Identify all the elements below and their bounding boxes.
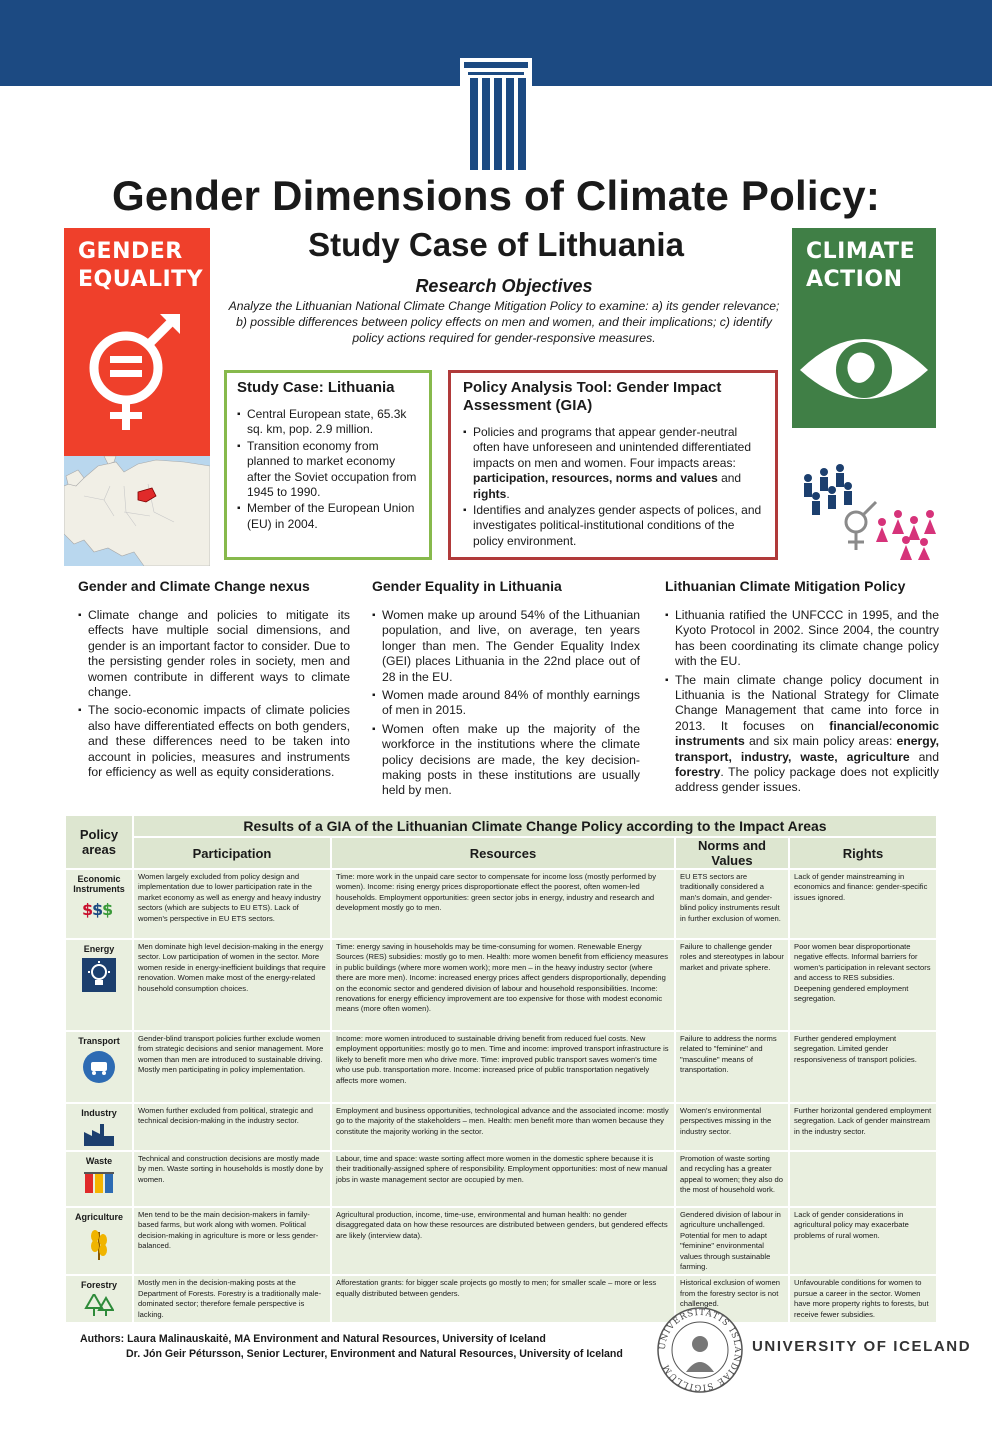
sdg-left-line2: EQUALITY bbox=[78, 267, 204, 292]
authors-block bbox=[80, 1332, 623, 1361]
policy-area-cell bbox=[65, 1151, 133, 1207]
factory-icon bbox=[82, 1122, 116, 1146]
gender-people-illustration-icon bbox=[796, 456, 942, 560]
rights-cell: Further horizontal gendered employment segregation. Lack of gender mainstream in the industry sector. bbox=[789, 1103, 937, 1151]
page-title: Gender Dimensions of Climate Policy: bbox=[111, 172, 881, 219]
norms-cell: EU ETS sectors are traditionally considered a man's domain, and gender-blind policy instruments result in further exclusion of women. bbox=[675, 869, 789, 939]
participation-cell: Technical and construction decisions are mostly made by men. Waste sorting in households is mostly done by women. bbox=[133, 1151, 331, 1207]
climate-eye-globe-icon bbox=[792, 228, 936, 428]
study-case-item: ▪ Transition economy from planned to market economy after the Soviet occupation from 1945 to 1990. bbox=[237, 439, 419, 501]
table-row bbox=[65, 1151, 937, 1207]
agriculture-wheat-icon bbox=[86, 1226, 112, 1260]
resources-cell: Afforestation grants: for bigger scale projects go mostly to men; for smaller scale – more or less equally distributed between genders. bbox=[331, 1275, 675, 1323]
equality-item: ▪ Women make up around 54% of the Lithuanian population, and live, on average, ten years longer than men. The Gender Equality Index (GEI) places Lithuania in the 22nd place out of 28 in the EU. bbox=[372, 608, 640, 685]
norms-cell: Failure to address the norms related to "feminine" and "masculine" means of transportation. bbox=[675, 1031, 789, 1103]
mitigation-item2-c: and six main policy areas: bbox=[744, 734, 897, 749]
gia-tool-title: Policy Analysis Tool: Gender Impact Assessment (GIA) bbox=[463, 379, 722, 414]
energy-lightbulb-icon bbox=[82, 958, 116, 992]
study-case-title: Study Case: Lithuania bbox=[237, 379, 395, 396]
gia-tool-item1-bold1: participation, resources, norms and values bbox=[473, 471, 718, 486]
policy-area-label: Industry bbox=[81, 1108, 117, 1118]
rights-cell: Further gendered employment segregation. Limited gender responsiveness of transport policies. bbox=[789, 1031, 937, 1103]
seal-text: UNIVERSITATIS ISLANDIAE SIGILLUM bbox=[657, 1307, 743, 1393]
mitigation-item2-d: and bbox=[909, 749, 939, 764]
resources-cell: Time: more work in the unpaid care sector to compensate for income loss (mostly performed by women). Income: rising energy prices disproportionate effect the poorest, often women-led households. Employment opportunities: green sector jobs in energy, industry and research and development mostly go to men. bbox=[331, 869, 675, 939]
norms-cell: Historical exclusion of women from the forestry sector is not challenged. bbox=[675, 1275, 789, 1323]
equality-item: ▪ Women made around 84% of monthly earnings of men in 2015. bbox=[372, 688, 640, 719]
europe-map-lithuania bbox=[64, 456, 210, 566]
gia-tool-item1-end: . bbox=[506, 486, 510, 501]
nexus-section bbox=[78, 578, 350, 783]
header-rights: Rights bbox=[789, 837, 937, 869]
resources-cell: Income: more women introduced to sustainable driving benefit from reduced fuel costs. New employment opportunities: mostly go to men. Time and income: improved transport infrastructure is likely to benefit more men who drive more. Time: improved public transport saves women's time who use pub. transportation more. Income: increased price of public transportation negatively affects more women. bbox=[331, 1031, 675, 1103]
gia-tool-item1-mid: and bbox=[717, 471, 742, 486]
nexus-item: ▪ The socio-economic impacts of climate policies also have differentiated effects on both genders, and these differences need to be taken into account in policies, measures and instruments for efficiency as well as equity considerations. bbox=[78, 703, 350, 780]
norms-cell: Women's environmental perspectives missing in the industry sector. bbox=[675, 1103, 789, 1151]
table-row bbox=[65, 1031, 937, 1103]
participation-cell: Men tend to be the main decision-makers in family-based farms, but work along with women. Political decision-making in agriculture is more or less gender-balanced. bbox=[133, 1207, 331, 1275]
policy-area-cell bbox=[65, 1275, 133, 1323]
gia-tool-box bbox=[448, 370, 778, 560]
university-name: UNIVERSITY OF ICELAND bbox=[752, 1338, 972, 1355]
svg-text:$: $ bbox=[92, 900, 104, 918]
study-case-item: ▪ Central European state, 65.3k sq. km, pop. 2.9 million. bbox=[237, 407, 419, 438]
rights-cell: Lack of gender mainstreaming in economics and finance: gender-specific issues ignored. bbox=[789, 869, 937, 939]
participation-cell: Mostly men in the decision-making posts at the Department of Forests. Forestry is a traditionally male-dominated sector; therefore female perspective is lacking. bbox=[133, 1275, 331, 1323]
mitigation-title: Lithuanian Climate Mitigation Policy bbox=[665, 578, 906, 594]
forest-trees-icon bbox=[84, 1294, 114, 1316]
sdg-right-line2: ACTION bbox=[806, 267, 903, 292]
equality-item: ▪ Women often make up the majority of the workforce in the institutions where the climate policy decisions are made, the key decision-making posts in these institutions are usually held by men. bbox=[372, 722, 640, 799]
participation-cell: Women further excluded from political, strategic and technical decision-making in the industry sector. bbox=[133, 1103, 331, 1151]
policy-area-label: Agriculture bbox=[74, 1212, 123, 1222]
policy-area-cell bbox=[65, 939, 133, 1031]
money-icon bbox=[82, 898, 116, 918]
university-columns-logo-icon bbox=[460, 58, 532, 172]
table-row bbox=[65, 1275, 937, 1323]
study-case-box bbox=[224, 370, 432, 560]
sdg-climate-action-tile bbox=[792, 228, 936, 428]
mitigation-item2-e: . The policy package does not explicitly address gender issues. bbox=[675, 765, 939, 795]
table-row bbox=[65, 1103, 937, 1151]
study-case-item: ▪ Member of the European Union (EU) in 2004. bbox=[237, 501, 419, 532]
gender-equality-symbol-icon bbox=[64, 228, 210, 456]
policy-area-label: Waste bbox=[85, 1156, 113, 1166]
policy-area-label: Energy bbox=[83, 944, 115, 954]
mitigation-item2-b3: forestry bbox=[675, 765, 721, 780]
mitigation-section bbox=[665, 578, 939, 799]
policy-area-label: Transport bbox=[78, 1036, 120, 1046]
participation-cell: Men dominate high level decision-making in the energy sector. Low participation of women in the sector. More women reside in energy-inefficient buildings that require renovation. Women make most of the energy-related household consumption choices. bbox=[133, 939, 331, 1031]
waste-bins-icon bbox=[84, 1170, 114, 1194]
gia-tool-item bbox=[463, 425, 763, 502]
policy-area-cell bbox=[65, 1031, 133, 1103]
nexus-title: Gender and Climate Change nexus bbox=[78, 578, 310, 594]
resources-cell: Employment and business opportunities, technological advance and the associated income: mostly go to the majority of the stakeholders – men. Health: men benefit more than women because they constitute the majority working in the sector. bbox=[331, 1103, 675, 1151]
equality-section bbox=[372, 578, 640, 802]
mitigation-item2-b2: energy, transport, industry, waste, agriculture bbox=[675, 734, 939, 764]
rights-cell: Poor women bear disproportionate negative effects. Informal barriers for women's participation in relevant sectors and access to RES subsidies. Deepening gendered employment segregation. bbox=[789, 939, 937, 1031]
sdg-gender-equality-tile bbox=[64, 228, 210, 456]
author-1: Authors: Laura Malinauskaitė, MA Environment and Natural Resources, University of Iceland bbox=[80, 1333, 546, 1345]
resources-cell: Time: energy saving in households may be time-consuming for women. Renewable Energy Sources (RES) subsidies: mostly go to men. Health: more women benefit from efficiency measures in public buildings (where more women work); more men – in the heavy industry sector (where there are more men). Income: increased energy prices affect genders disproportionally, depending on the economic sector and gendered division of labour and household responsibilities. Income: renovations for energy efficiency improvement are too expensive for those with modest economic means (more often women). bbox=[331, 939, 675, 1031]
resources-cell: Agricultural production, income, time-use, environmental and human health: no gender disaggregated data on how these resources are distributed between genders, but gendered effects are likely (interview data). bbox=[331, 1207, 675, 1275]
table-row bbox=[65, 939, 937, 1031]
author-2: Dr. Jón Geir Pétursson, Senior Lecturer, Environment and Natural Resources, University of Iceland bbox=[126, 1347, 623, 1360]
research-objectives-text: Analyze the Lithuanian National Climate Change Mitigation Policy to examine: a) its gender relevance; b) possible differences between policy effects on men and women, and their implications; c) identify policy actions required for gender-responsive measures. bbox=[228, 299, 780, 345]
equality-title: Gender Equality in Lithuania bbox=[372, 578, 562, 594]
gia-table-caption: Results of a GIA of the Lithuanian Climate Change Policy according to the Impact Areas bbox=[133, 815, 937, 837]
policy-area-cell bbox=[65, 869, 133, 939]
policy-area-cell bbox=[65, 1103, 133, 1151]
svg-text:$: $ bbox=[82, 900, 94, 918]
participation-cell: Gender-blind transport policies further exclude women from strategic decisions and senior management. More women than men are introduced to sustainable driving. Mostly men participating in policy implementation. bbox=[133, 1031, 331, 1103]
header-resources: Resources bbox=[331, 837, 675, 869]
sdg-left-line1: GENDER bbox=[78, 239, 183, 264]
table-row bbox=[65, 1207, 937, 1275]
nexus-item: ▪ Climate change and policies to mitigate its effects have multiple social dimensions, and gender is an important factor to consider. Due to the persisting gender roles in society, men and women contribute in different ways to climate change. bbox=[78, 608, 350, 700]
header-norms-values: Norms and Values bbox=[675, 837, 789, 869]
mitigation-item bbox=[665, 673, 939, 796]
page-subtitle: Study Case of Lithuania bbox=[308, 226, 684, 263]
svg-text:$: $ bbox=[102, 900, 114, 918]
rights-cell: Lack of gender considerations in agricultural policy may exacerbate problems of rural women. bbox=[789, 1207, 937, 1275]
policy-area-label: Economic Instruments bbox=[73, 874, 125, 894]
mitigation-item: ▪ Lithuania ratified the UNFCCC in 1995, and the Kyoto Protocol in 2002. Since 2004, the country has been coordinating its climate change policy with the EU. bbox=[665, 608, 939, 670]
norms-cell: Gendered division of labour in agriculture unchallenged. Potential for men to adapt "feminine" environmental values through sustainable farming. bbox=[675, 1207, 789, 1275]
table-row bbox=[65, 869, 937, 939]
sdg-right-line1: CLIMATE bbox=[806, 239, 916, 264]
gia-tool-item1-text: Policies and programs that appear gender-neutral often have unforeseen and unintended differentiated impacts on men and women. Four impacts areas: bbox=[473, 425, 752, 470]
norms-cell: Promotion of waste sorting and recycling has a greater appeal to women; they also do the most of household work. bbox=[675, 1151, 789, 1207]
header-participation: Participation bbox=[133, 837, 331, 869]
norms-cell: Failure to challenge gender roles and stereotypes in labour market and private sphere. bbox=[675, 939, 789, 1031]
rights-cell bbox=[789, 1151, 937, 1207]
transport-icon bbox=[82, 1050, 116, 1084]
policy-area-label: Forestry bbox=[80, 1280, 117, 1291]
participation-cell: Women largely excluded from policy design and implementation due to lower participation rate in the market economy as well as energy and heavy industry sectors (which are subjects to EU ETS). Lack of women's perspective in EU ETS sectors. bbox=[133, 869, 331, 939]
rights-cell: Unfavourable conditions for women to pursue a career in the sector. Women have more property rights to forests, but receive fewer subsidies. bbox=[789, 1275, 937, 1323]
university-seal-logo bbox=[656, 1306, 744, 1394]
gia-tool-item1-bold2: rights bbox=[473, 486, 507, 501]
header-policy-areas: Policy areas bbox=[65, 815, 133, 869]
gia-tool-item: ▪ Identifies and analyzes gender aspects of polices, and investigates political-institutional conditions of the policy environment. bbox=[463, 503, 763, 549]
resources-cell: Labour, time and space: waste sorting affect more women in the domestic sphere because it is their traditionally-assigned sphere of responsibility. Employment opportunities: most of new manual jobs in waste management sector are occupied by men. bbox=[331, 1151, 675, 1207]
gia-results-table bbox=[64, 814, 938, 1324]
mitigation-item2-b1: financial/economic instruments bbox=[675, 718, 939, 749]
research-objectives-title: Research Objectives bbox=[415, 276, 593, 296]
mitigation-item2-a: The main climate change policy document in Lithuania is the National Strategy for Climate Change Management that came into force in 2013. It focuses on bbox=[675, 672, 939, 733]
policy-area-cell bbox=[65, 1207, 133, 1275]
